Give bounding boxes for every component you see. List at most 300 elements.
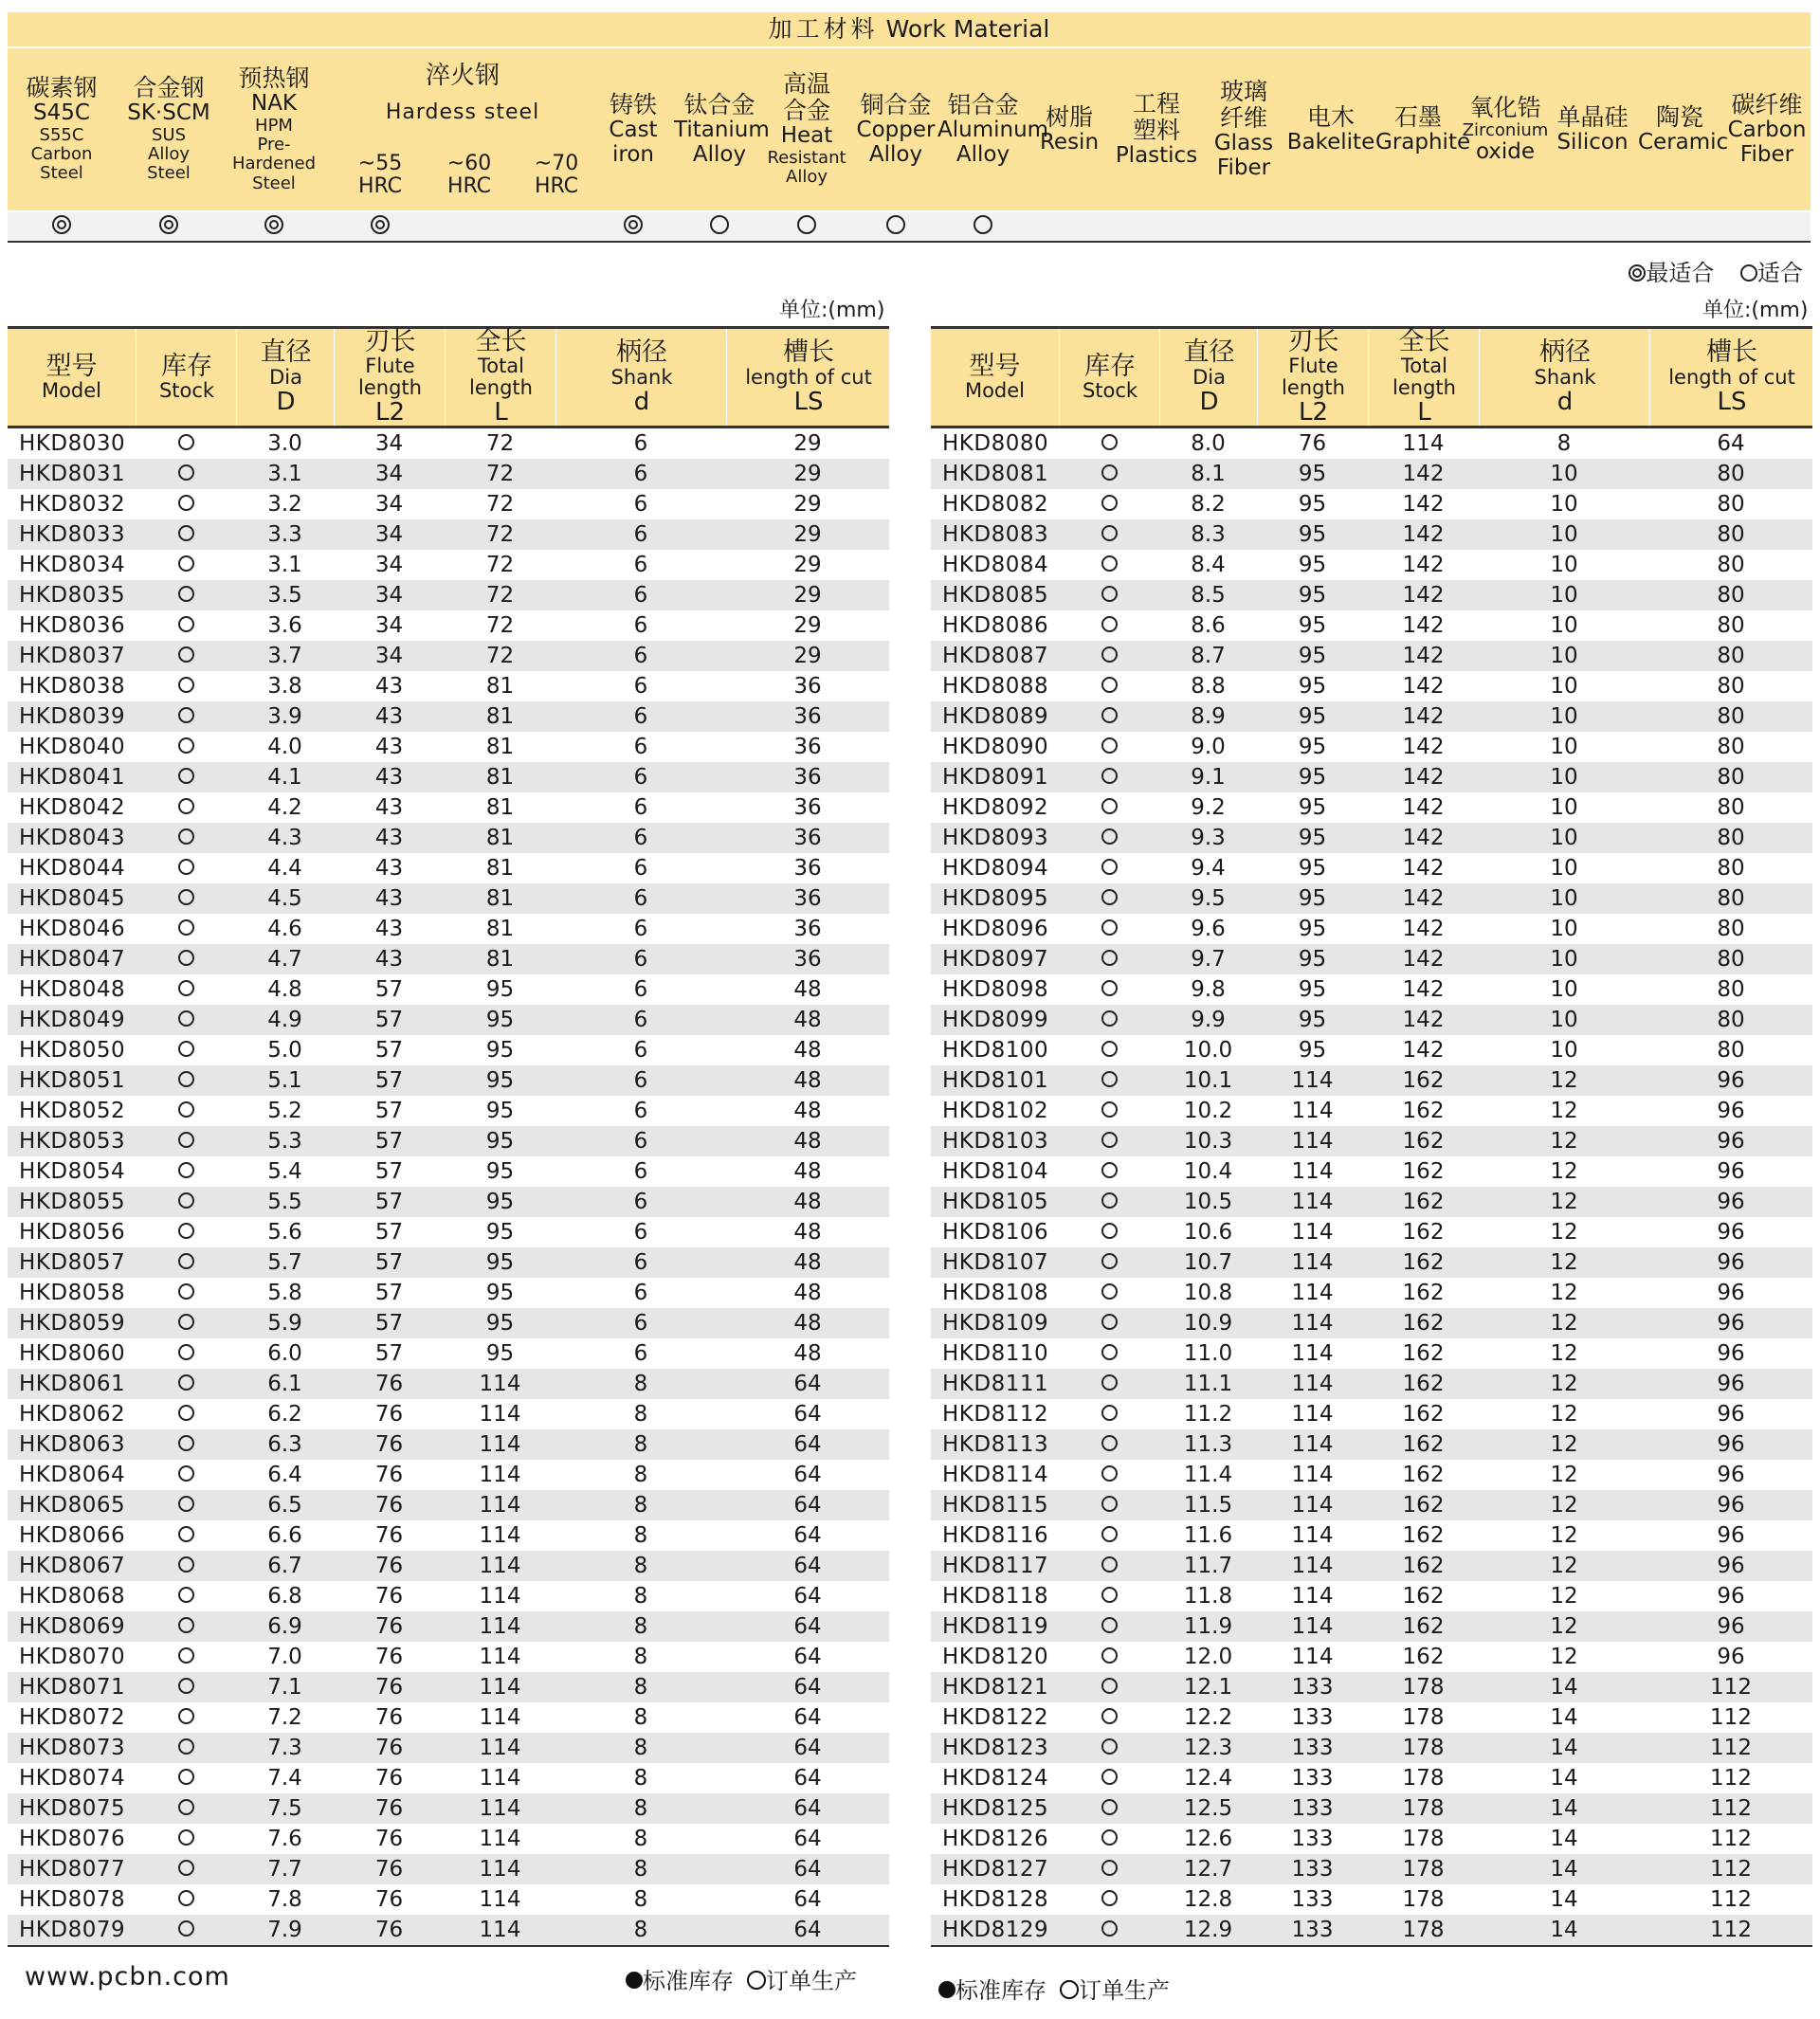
cell-total: 95 (485, 1311, 515, 1336)
header-en: length of cut (1668, 365, 1795, 389)
cell-shank: 10 (1550, 826, 1578, 850)
cell-model: HKD8119 (942, 1614, 1049, 1639)
cell-flute: 114 (1291, 1220, 1334, 1245)
cell-flute: 34 (374, 431, 404, 456)
order-production-icon (178, 1344, 194, 1360)
cell-model: HKD8035 (19, 583, 126, 608)
material-name-en: Glass (1213, 130, 1274, 155)
cell-total: 95 (485, 1220, 515, 1245)
cell-total: 162 (1402, 1220, 1445, 1245)
cell-flute: 133 (1291, 1887, 1334, 1912)
cell-stock (1059, 1854, 1159, 1884)
table-row (931, 489, 1812, 519)
cell-total: 162 (1402, 1554, 1445, 1578)
cell-total: 114 (479, 1736, 521, 1760)
cell-total: 72 (485, 492, 515, 517)
cell-stock (136, 1369, 236, 1399)
cell-flute: 57 (374, 1190, 404, 1214)
cell-model: HKD8050 (19, 1038, 126, 1063)
order-production-icon (1101, 1920, 1118, 1937)
cell-cut: 48 (793, 977, 822, 1002)
cell-total: 142 (1402, 886, 1445, 911)
table-row (931, 1551, 1812, 1581)
order-production-icon (178, 1496, 194, 1512)
cell-model: HKD8120 (942, 1645, 1049, 1669)
cell-shank: 8 (633, 1918, 648, 1942)
order-production-icon (178, 798, 194, 814)
cell-stock (1059, 974, 1159, 1005)
cell-total: 162 (1402, 1432, 1445, 1457)
cell-total: 114 (479, 1705, 521, 1730)
cell-total: 178 (1402, 1796, 1445, 1821)
cell-flute: 114 (1291, 1250, 1334, 1275)
cell-shank: 6 (633, 856, 648, 881)
header-symbol: d (1556, 387, 1574, 416)
cell-cut: 96 (1717, 1402, 1745, 1427)
table-row (8, 1733, 889, 1763)
cell-shank: 8 (633, 1796, 648, 1821)
cell-flute: 34 (374, 522, 404, 547)
cell-flute: 114 (1291, 1493, 1334, 1518)
table-row (8, 519, 889, 550)
spec-table-left (8, 326, 889, 1947)
cell-model: HKD8090 (942, 735, 1049, 759)
header-zh: 全长 (1398, 327, 1450, 357)
cell-dia: 8.5 (1191, 583, 1226, 608)
cell-dia: 3.5 (267, 583, 302, 608)
cell-stock (1059, 1035, 1159, 1065)
fit-icon (797, 215, 816, 234)
cell-shank: 6 (633, 492, 648, 517)
table-row (8, 1126, 889, 1156)
order-production-icon (1101, 737, 1118, 754)
suitability-legend (1629, 254, 1803, 287)
cell-shank: 14 (1550, 1857, 1578, 1882)
cell-shank: 8 (633, 1675, 648, 1700)
fit-icon (886, 215, 905, 234)
cell-total: 95 (485, 1159, 515, 1184)
cell-dia: 9.4 (1191, 856, 1226, 881)
table-row (931, 1187, 1812, 1217)
order-production-icon (1101, 1314, 1118, 1330)
table-row (931, 1460, 1812, 1490)
cell-dia: 5.2 (267, 1099, 302, 1123)
cell-flute: 114 (1291, 1281, 1334, 1305)
cell-shank: 6 (633, 1008, 648, 1032)
cell-dia: 5.9 (267, 1311, 302, 1336)
hardness-label: HRC (357, 174, 403, 199)
cell-flute: 114 (1291, 1372, 1334, 1396)
cell-total: 162 (1402, 1614, 1445, 1639)
cell-shank: 6 (633, 462, 648, 486)
cell-dia: 8.0 (1191, 431, 1226, 456)
material-name-zh: 单晶硅 (1556, 102, 1629, 131)
table-row (8, 1065, 889, 1096)
cell-dia: 8.3 (1191, 522, 1226, 547)
cell-flute: 76 (374, 1614, 404, 1639)
cell-total: 162 (1402, 1523, 1445, 1548)
header-en: Stock (1082, 379, 1138, 403)
cell-total: 81 (485, 795, 515, 820)
cell-model: HKD8103 (942, 1129, 1049, 1154)
table-row (931, 519, 1812, 550)
table-row (8, 550, 889, 580)
order-production-icon (1101, 1890, 1118, 1906)
header-en: Model (41, 379, 102, 403)
order-production-icon (178, 464, 194, 481)
table-row (8, 428, 889, 459)
header-en: Shank (1534, 365, 1596, 389)
cell-flute: 133 (1291, 1857, 1334, 1882)
table-row (931, 883, 1812, 914)
cell-model: HKD8062 (19, 1402, 126, 1427)
cell-total: 114 (479, 1432, 521, 1457)
table-row (931, 1369, 1812, 1399)
cell-model: HKD8069 (19, 1614, 126, 1639)
cell-total: 95 (485, 1129, 515, 1154)
cell-total: 142 (1402, 917, 1445, 941)
cell-shank: 6 (633, 826, 648, 850)
material-name-zh: 工程塑料 (1132, 89, 1180, 144)
cell-stock (136, 550, 236, 580)
cell-stock (136, 1065, 236, 1096)
cell-model: HKD8081 (942, 462, 1049, 486)
cell-stock (1059, 1793, 1159, 1824)
spec-table-right (931, 326, 1812, 1947)
cell-total: 142 (1402, 765, 1445, 790)
cell-dia: 3.7 (267, 644, 302, 668)
table-row (8, 1369, 889, 1399)
cell-total: 178 (1402, 1827, 1445, 1851)
cell-cut: 29 (793, 644, 822, 668)
order-production-icon (178, 586, 194, 602)
header-en: Flute (365, 355, 415, 378)
cell-dia: 11.2 (1183, 1402, 1233, 1427)
work-material-column (1638, 48, 1729, 210)
cell-dia: 7.9 (267, 1918, 302, 1942)
order-production-icon (178, 889, 194, 905)
cell-total: 72 (485, 583, 515, 608)
standard-stock-icon (938, 1981, 956, 1998)
cell-dia: 12.6 (1183, 1827, 1233, 1851)
cell-shank: 12 (1550, 1432, 1578, 1457)
cell-model: HKD8095 (942, 886, 1049, 911)
cell-stock (136, 1611, 236, 1642)
table-row (8, 580, 889, 610)
cell-stock (1059, 914, 1159, 944)
cell-model: HKD8036 (19, 613, 126, 638)
cell-cut: 112 (1710, 1705, 1752, 1730)
cell-stock (1059, 732, 1159, 762)
table-row (931, 1793, 1812, 1824)
cell-model: HKD8114 (942, 1463, 1049, 1487)
cell-model: HKD8127 (942, 1857, 1049, 1882)
cell-cut: 96 (1717, 1311, 1745, 1336)
header-symbol: L (1417, 397, 1431, 427)
cell-cut: 96 (1717, 1220, 1745, 1245)
table-row (8, 459, 889, 489)
material-name-en: Alloy (868, 141, 923, 167)
column-header-flute (1257, 329, 1369, 426)
work-material-column (1722, 48, 1811, 210)
cell-flute: 133 (1291, 1827, 1334, 1851)
material-name-en: Alloy (956, 141, 1010, 167)
order-production-icon (178, 1617, 194, 1633)
material-name-en: Silicon (1556, 129, 1629, 155)
column-header-dia (236, 329, 335, 426)
table-row (8, 1642, 889, 1672)
cell-dia: 6.6 (267, 1523, 302, 1548)
work-material-column (600, 48, 666, 210)
order-production-label: 订单生产 (1079, 1977, 1170, 2004)
material-name-zh: 电木 (1306, 102, 1355, 131)
cell-shank: 8 (633, 1463, 648, 1487)
table-row (8, 1247, 889, 1278)
cell-flute: 95 (1298, 674, 1327, 699)
order-production-icon (1101, 1132, 1118, 1148)
cell-model: HKD8104 (942, 1159, 1049, 1184)
cell-model: HKD8061 (19, 1372, 126, 1396)
cell-model: HKD8073 (19, 1736, 126, 1760)
order-production-icon (1101, 1465, 1118, 1482)
table-row (931, 671, 1812, 701)
cell-model: HKD8049 (19, 1008, 126, 1032)
cell-dia: 12.9 (1183, 1918, 1233, 1942)
cell-cut: 96 (1717, 1463, 1745, 1487)
cell-dia: 3.0 (267, 431, 302, 456)
cell-shank: 6 (633, 613, 648, 638)
table-row (931, 1672, 1812, 1702)
table-row (931, 610, 1812, 641)
cell-flute: 114 (1291, 1311, 1334, 1336)
cell-flute: 95 (1298, 613, 1327, 638)
work-material-title-zh: 加工材料 (768, 15, 879, 43)
website-url[interactable]: www.pcbn.com (25, 1962, 230, 1992)
cell-total: 162 (1402, 1372, 1445, 1396)
cell-model: HKD8048 (19, 977, 126, 1002)
order-production-label: 订单生产 (766, 1968, 857, 1994)
cell-shank: 12 (1550, 1159, 1578, 1184)
cell-shank: 8 (633, 1736, 648, 1760)
order-production-icon (178, 859, 194, 875)
column-header-shank (1479, 329, 1650, 426)
table-row (8, 1490, 889, 1520)
cell-model: HKD8096 (942, 917, 1049, 941)
cell-shank: 6 (633, 1190, 648, 1214)
cell-shank: 6 (633, 1311, 648, 1336)
cell-stock (1059, 1763, 1159, 1793)
cell-total: 81 (485, 856, 515, 881)
material-name-zh: 碳素钢 (26, 74, 98, 102)
cell-dia: 9.1 (1191, 765, 1226, 790)
material-name-en: Steel (40, 163, 83, 184)
material-name-en: Hardened (231, 154, 317, 174)
cell-dia: 11.9 (1183, 1614, 1233, 1639)
table-row (8, 1005, 889, 1035)
material-name-zh: 碳纤维 (1731, 90, 1803, 118)
cell-total: 114 (479, 1402, 521, 1427)
cell-total: 114 (479, 1766, 521, 1791)
cell-cut: 80 (1717, 704, 1745, 729)
order-production-icon (178, 1738, 194, 1755)
order-production-icon (178, 525, 194, 541)
order-production-icon (178, 1769, 194, 1785)
order-production-icon (1101, 889, 1118, 905)
cell-total: 95 (485, 1038, 515, 1063)
cell-dia: 10.4 (1183, 1159, 1233, 1184)
table-row (931, 1520, 1812, 1551)
cell-shank: 8 (633, 1705, 648, 1730)
cell-stock (1059, 1065, 1159, 1096)
cell-dia: 9.5 (1191, 886, 1226, 911)
cell-model: HKD8087 (942, 644, 1049, 668)
cell-cut: 36 (793, 917, 822, 941)
work-material-column (1284, 48, 1377, 210)
table-row (8, 1520, 889, 1551)
cell-stock (136, 1824, 236, 1854)
material-name-zh: 陶瓷 (1655, 102, 1703, 131)
cell-dia: 12.7 (1183, 1857, 1233, 1882)
cell-flute: 34 (374, 492, 404, 517)
cell-shank: 12 (1550, 1129, 1578, 1154)
cell-dia: 11.8 (1183, 1584, 1233, 1609)
cell-cut: 96 (1717, 1645, 1745, 1669)
cell-cut: 96 (1717, 1432, 1745, 1457)
cell-shank: 6 (633, 674, 648, 699)
cell-dia: 12.8 (1183, 1887, 1233, 1912)
cell-stock (136, 701, 236, 732)
cell-dia: 5.6 (267, 1220, 302, 1245)
cell-shank: 12 (1550, 1099, 1578, 1123)
cell-dia: 6.2 (267, 1402, 302, 1427)
cell-shank: 12 (1550, 1068, 1578, 1093)
cell-shank: 10 (1550, 522, 1578, 547)
cell-total: 142 (1402, 492, 1445, 517)
cell-total: 114 (479, 1584, 521, 1609)
cell-dia: 3.9 (267, 704, 302, 729)
material-name-zh: 铸铁 (609, 90, 657, 118)
cell-cut: 112 (1710, 1857, 1752, 1882)
cell-dia: 8.8 (1191, 674, 1226, 699)
column-header-total (1368, 329, 1480, 426)
cell-dia: 7.6 (267, 1827, 302, 1851)
cell-flute: 114 (1291, 1402, 1334, 1427)
material-name-en: Carbon (1727, 117, 1807, 142)
cell-dia: 5.0 (267, 1038, 302, 1063)
cell-shank: 12 (1550, 1402, 1578, 1427)
column-header-cut (1649, 329, 1813, 426)
cell-dia: 8.9 (1191, 704, 1226, 729)
cell-flute: 95 (1298, 947, 1327, 972)
cell-flute: 57 (374, 1311, 404, 1336)
cell-dia: 10.5 (1183, 1190, 1233, 1214)
cell-model: HKD8084 (942, 553, 1049, 577)
cell-cut: 96 (1717, 1159, 1745, 1184)
cell-cut: 64 (793, 1372, 822, 1396)
cell-total: 72 (485, 644, 515, 668)
cell-cut: 96 (1717, 1614, 1745, 1639)
cell-flute: 34 (374, 462, 404, 486)
order-production-icon (178, 1708, 194, 1724)
cell-cut: 64 (793, 1523, 822, 1548)
table-row (931, 792, 1812, 823)
order-production-icon (1101, 586, 1118, 602)
cell-cut: 36 (793, 826, 822, 850)
order-production-icon (178, 1253, 194, 1269)
cell-model: HKD8112 (942, 1402, 1049, 1427)
column-header-shank (555, 329, 727, 426)
table-row (8, 1672, 889, 1702)
table-row (8, 610, 889, 641)
cell-model: HKD8118 (942, 1584, 1049, 1609)
cell-stock (1059, 580, 1159, 610)
best-fit-icon (52, 215, 71, 234)
unit-label-right: 单位:(mm) (1702, 299, 1809, 322)
cell-flute: 114 (1291, 1554, 1334, 1578)
cell-flute: 133 (1291, 1736, 1334, 1760)
cell-stock (1059, 1338, 1159, 1369)
cell-shank: 12 (1550, 1554, 1578, 1578)
cell-flute: 34 (374, 583, 404, 608)
cell-total: 81 (485, 765, 515, 790)
order-production-icon (1101, 1071, 1118, 1087)
cell-shank: 12 (1550, 1523, 1578, 1548)
cell-model: HKD8040 (19, 735, 126, 759)
cell-dia: 4.7 (267, 947, 302, 972)
cell-shank: 6 (633, 522, 648, 547)
cell-model: HKD8072 (19, 1705, 126, 1730)
cell-flute: 43 (374, 917, 404, 941)
cell-dia: 5.3 (267, 1129, 302, 1154)
cell-flute: 76 (374, 1766, 404, 1791)
table-row (931, 974, 1812, 1005)
header-zh: 直径 (260, 337, 312, 368)
cell-model: HKD8066 (19, 1523, 126, 1548)
order-production-icon (1101, 859, 1118, 875)
work-material-column (1551, 48, 1634, 210)
cell-flute: 133 (1291, 1675, 1334, 1700)
cell-dia: 10.7 (1183, 1250, 1233, 1275)
order-production-icon (1101, 677, 1118, 693)
cell-cut: 80 (1717, 917, 1745, 941)
cell-model: HKD8106 (942, 1220, 1049, 1245)
cell-cut: 48 (793, 1190, 822, 1214)
cell-dia: 4.6 (267, 917, 302, 941)
cell-cut: 36 (793, 947, 822, 972)
header-zh: 直径 (1183, 337, 1235, 368)
cell-cut: 96 (1717, 1372, 1745, 1396)
fit-icon (710, 215, 729, 234)
table-row (8, 1884, 889, 1915)
cell-stock (1059, 428, 1159, 459)
cell-stock (1059, 1278, 1159, 1308)
cell-cut: 64 (793, 1796, 822, 1821)
cell-cut: 48 (793, 1311, 822, 1336)
cell-model: HKD8080 (942, 431, 1049, 456)
best-fit-icon (371, 215, 390, 234)
header-symbol: LS (1717, 387, 1747, 416)
material-name-zh: 高温合金 (782, 70, 830, 125)
cell-total: 142 (1402, 613, 1445, 638)
hardness-label: HRC (446, 174, 492, 199)
table-row (8, 732, 889, 762)
material-name-en: HPM (255, 116, 293, 136)
hardness-label: HRC (534, 174, 579, 199)
cell-model: HKD8110 (942, 1341, 1049, 1366)
cell-stock (136, 1247, 236, 1278)
cell-model: HKD8032 (19, 492, 126, 517)
header-zh: 库存 (1084, 351, 1136, 381)
